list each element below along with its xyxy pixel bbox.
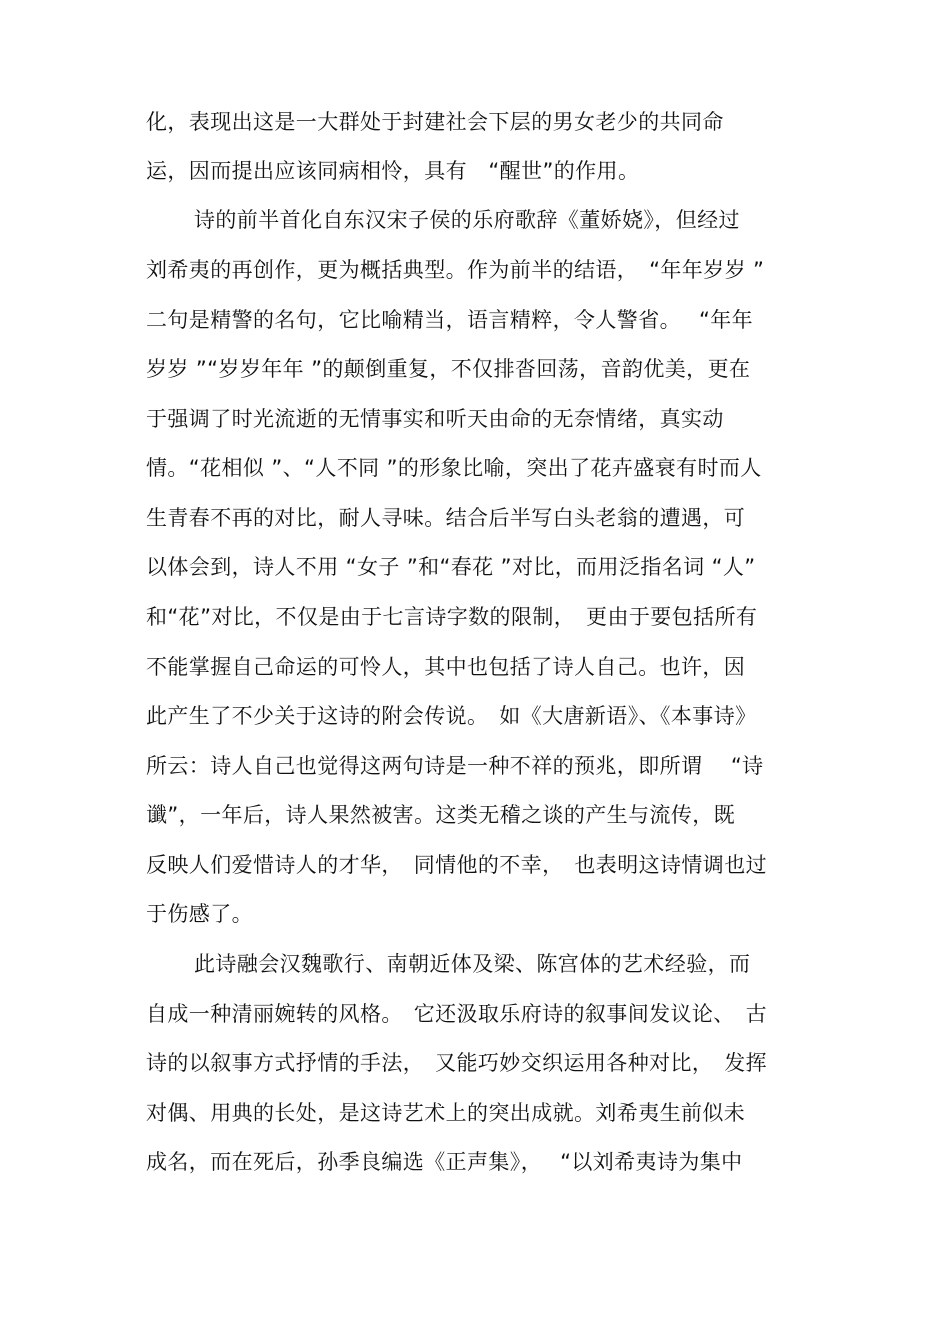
- paragraph-first-line: 诗的前半首化自东汉宋子侯的乐府歌辞《董娇娆》，但经过: [194, 208, 740, 232]
- text-line: 此产生了不少关于这诗的附会传说。 如《大唐新语》、《本事诗》: [146, 704, 757, 728]
- text-line: 二句是精警的名句，它比喻精当，语言精粹，令人警省。 “年年: [146, 308, 754, 332]
- text-line: 生青春不再的对比，耐人寻味。结合后半写白头老翁的遭遇，可: [146, 506, 746, 530]
- text-line: 自成一种清丽婉转的风格。 它还汲取乐府诗的叙事间发议论、 古: [146, 1002, 767, 1026]
- text-line: 以体会到，诗人不用 “女子 ”和“春花 ”对比，而用泛指名词 “人”: [146, 555, 756, 579]
- text-line: 成名，而在死后，孙季良编选《正声集》， “以刘希夷诗为集中: [146, 1150, 743, 1174]
- text-line: 反映人们爱惜诗人的才华， 同情他的不幸， 也表明这诗情调也过: [146, 853, 767, 877]
- text-line: 刘希夷的再创作，更为概括典型。作为前半的结语， “年年岁岁 ”: [146, 258, 765, 282]
- text-line: 化，表现出这是一大群处于封建社会下层的男女老少的共同命: [146, 110, 724, 134]
- text-line: 情。“花相似 ”、“人不同 ”的形象比喻，突出了花卉盛衰有时而人: [146, 456, 762, 480]
- text-line: 谶”，一年后，诗人果然被害。这类无稽之谈的产生与流传，既: [146, 803, 736, 827]
- text-line: 岁岁 ”“岁岁年年 ”的颠倒重复，不仅排沓回荡，音韵优美，更在: [146, 357, 751, 381]
- text-line: 和“花”对比，不仅是由于七言诗字数的限制， 更由于要包括所有: [146, 605, 758, 629]
- text-line: 诗的以叙事方式抒情的手法， 又能巧妙交织运用各种对比， 发挥: [146, 1051, 767, 1075]
- paragraph-first-line: 此诗融会汉魏歌行、南朝近体及梁、陈宫体的艺术经验，而: [194, 952, 751, 976]
- text-line: 运，因而提出应该同病相怜，具有 “醒世”的作用。: [146, 159, 640, 183]
- text-line: 对偶、用典的长处，是这诗艺术上的突出成就。刘希夷生前似未: [146, 1101, 746, 1125]
- text-line: 于伤感了。: [146, 902, 253, 926]
- text-line: 于强调了时光流逝的无情事实和听天由命的无奈情绪，真实动: [146, 407, 724, 431]
- text-line: 所云：诗人自己也觉得这两句诗是一种不祥的预兆，即所谓 “诗: [146, 754, 764, 778]
- text-line: 不能掌握自己命运的可怜人，其中也包括了诗人自己。也许，因: [146, 655, 746, 679]
